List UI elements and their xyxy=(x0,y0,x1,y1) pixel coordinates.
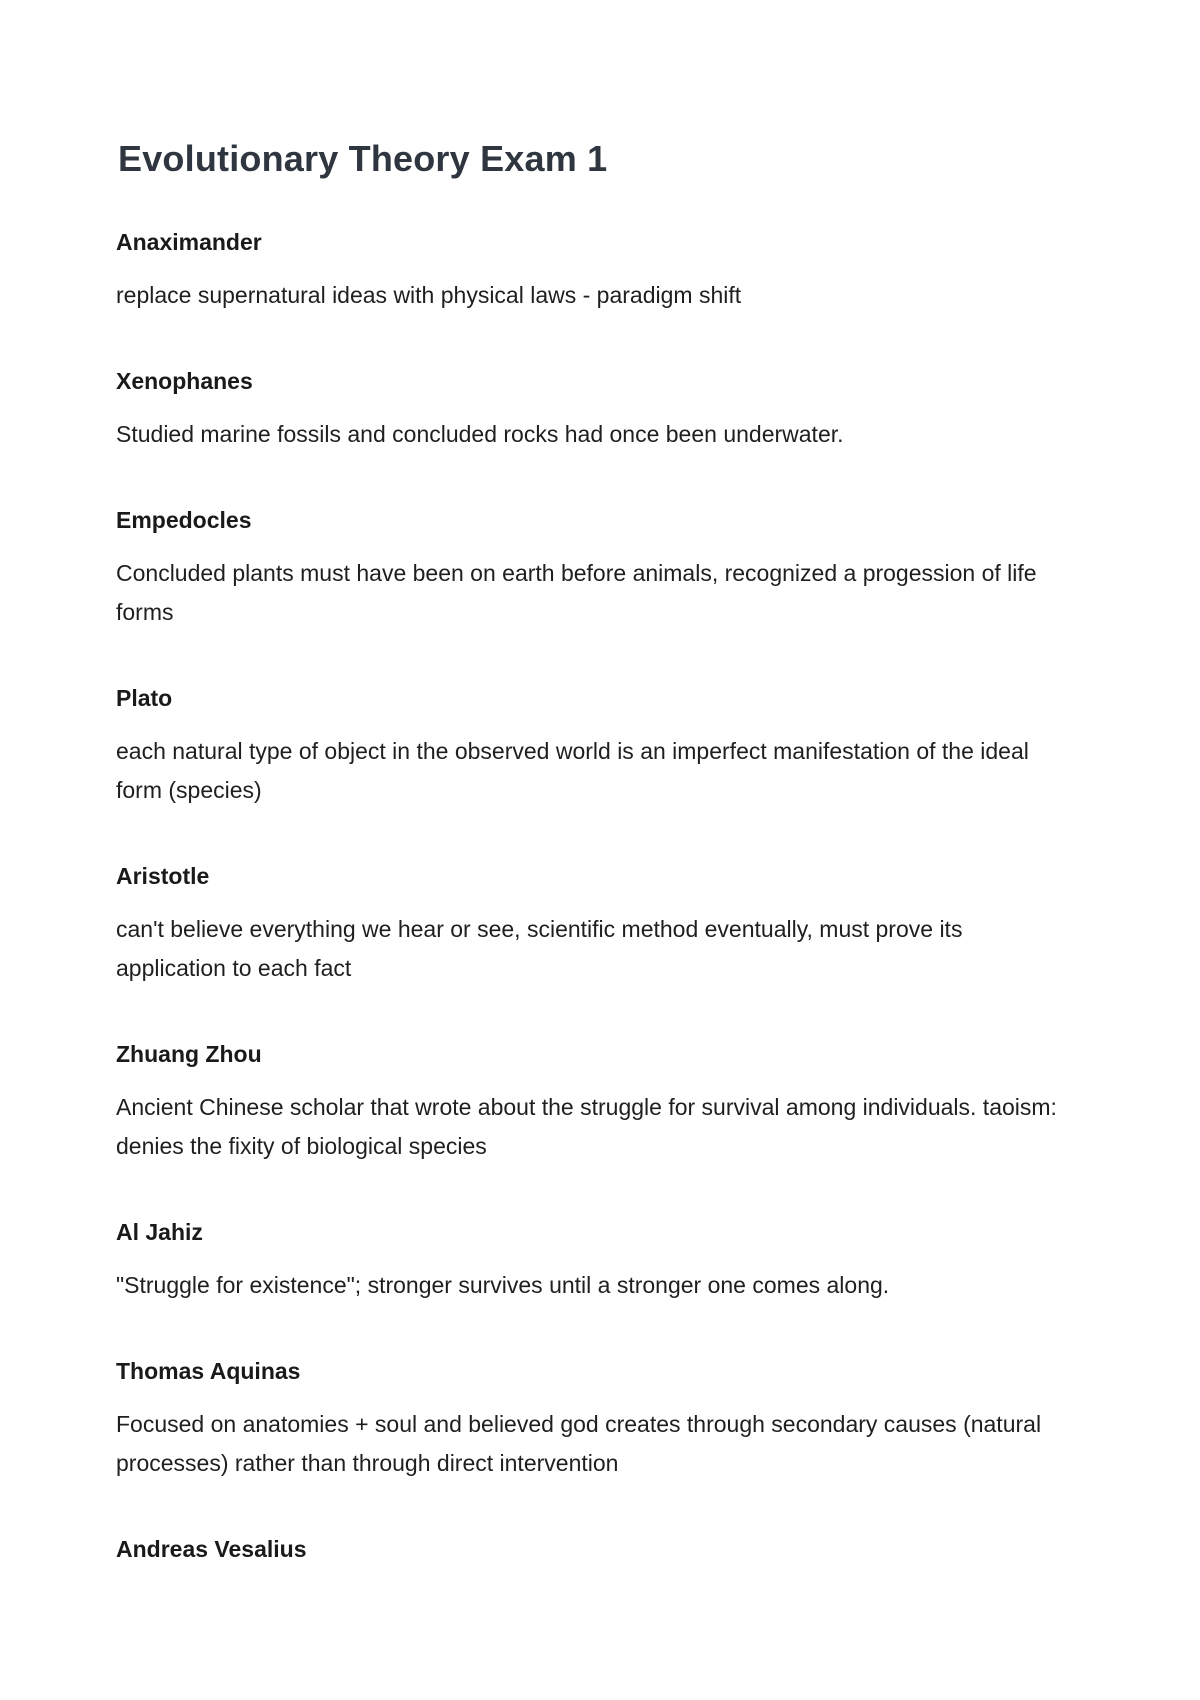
list-item xyxy=(116,1355,1076,1483)
term: Aristotle xyxy=(116,863,210,889)
term: Empedocles xyxy=(116,507,252,533)
page-title: Evolutionary Theory Exam 1 xyxy=(118,138,608,179)
list-item xyxy=(116,682,1076,810)
term: Thomas Aquinas xyxy=(116,1358,301,1384)
term: Plato xyxy=(116,685,173,711)
definition: Focused on anatomies + soul and believed god creates through secondary causes (natural processes) rather than through direct intervention xyxy=(116,1411,1042,1476)
list-item xyxy=(116,860,1076,988)
term: Anaximander xyxy=(116,229,262,255)
definition: Studied marine fossils and concluded rocks had once been underwater. xyxy=(116,421,844,447)
list-item xyxy=(116,365,1076,454)
list-item xyxy=(116,1533,1076,1565)
term: Xenophanes xyxy=(116,368,253,394)
definition: Concluded plants must have been on earth before animals, recognized a progession of life forms xyxy=(116,560,1037,625)
definition: replace supernatural ideas with physical laws - paradigm shift xyxy=(116,282,742,308)
list-item xyxy=(116,504,1076,632)
term: Al Jahiz xyxy=(116,1219,203,1245)
term: Zhuang Zhou xyxy=(116,1041,262,1067)
flashcard-list xyxy=(116,226,1076,1615)
definition: each natural type of object in the observed world is an imperfect manifestation of the ideal form (species) xyxy=(116,738,1029,803)
definition: "Struggle for existence"; stronger survives until a stronger one comes along. xyxy=(116,1272,890,1298)
definition: Ancient Chinese scholar that wrote about the struggle for survival among individuals. taoism: denies the fixity of biological species xyxy=(116,1094,1057,1159)
term: Andreas Vesalius xyxy=(116,1536,307,1562)
list-item xyxy=(116,1216,1076,1305)
list-item xyxy=(116,1038,1076,1166)
definition: can't believe everything we hear or see, scientific method eventually, must prove its application to each fact xyxy=(116,916,963,981)
list-item xyxy=(116,226,1076,315)
